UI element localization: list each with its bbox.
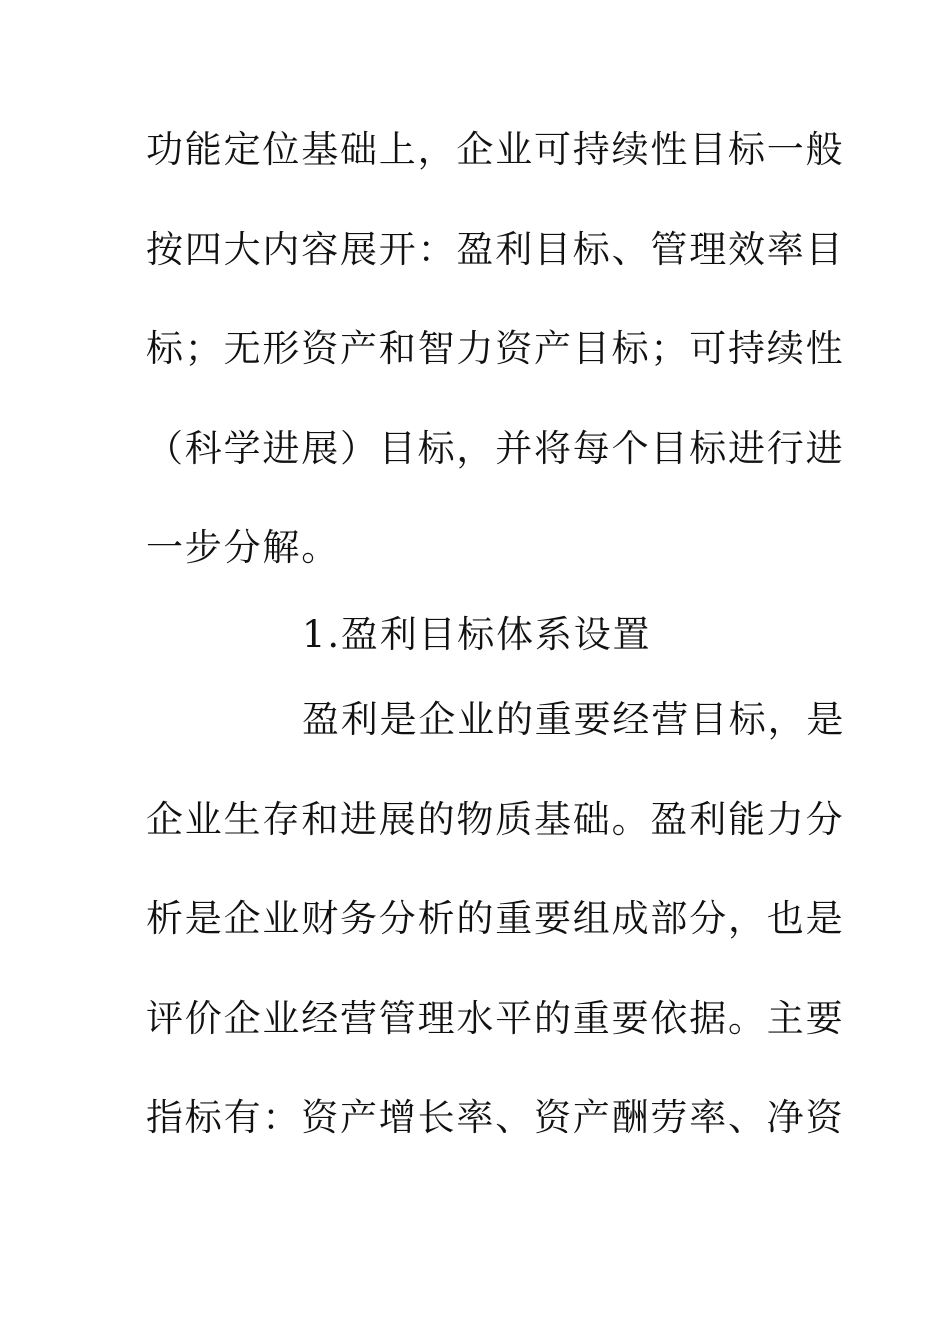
- section-paragraph-line-5: 指标有：资产增长率、资产酬劳率、净资: [146, 1096, 845, 1139]
- section-heading: 1.盈利目标体系设置: [302, 613, 652, 656]
- paragraph-line-5: 一步分解。: [146, 526, 340, 569]
- section-paragraph-line-2: 企业生存和进展的物质基础。盈利能力分: [146, 798, 845, 841]
- section-paragraph-line-1: 盈利是企业的重要经营目标，是: [302, 698, 846, 741]
- section-paragraph-line-3: 析是企业财务分析的重要组成部分，也是: [146, 897, 845, 940]
- paragraph-line-2: 按四大内容展开：盈利目标、管理效率目: [146, 228, 845, 271]
- paragraph-line-1: 功能定位基础上，企业可持续性目标一般: [146, 128, 845, 171]
- paragraph-line-3: 标；无形资产和智力资产目标；可持续性: [146, 327, 845, 370]
- paragraph-line-4: （科学进展）目标，并将每个目标进行进: [146, 427, 845, 470]
- section-paragraph-line-4: 评价企业经营管理水平的重要依据。主要: [146, 997, 845, 1040]
